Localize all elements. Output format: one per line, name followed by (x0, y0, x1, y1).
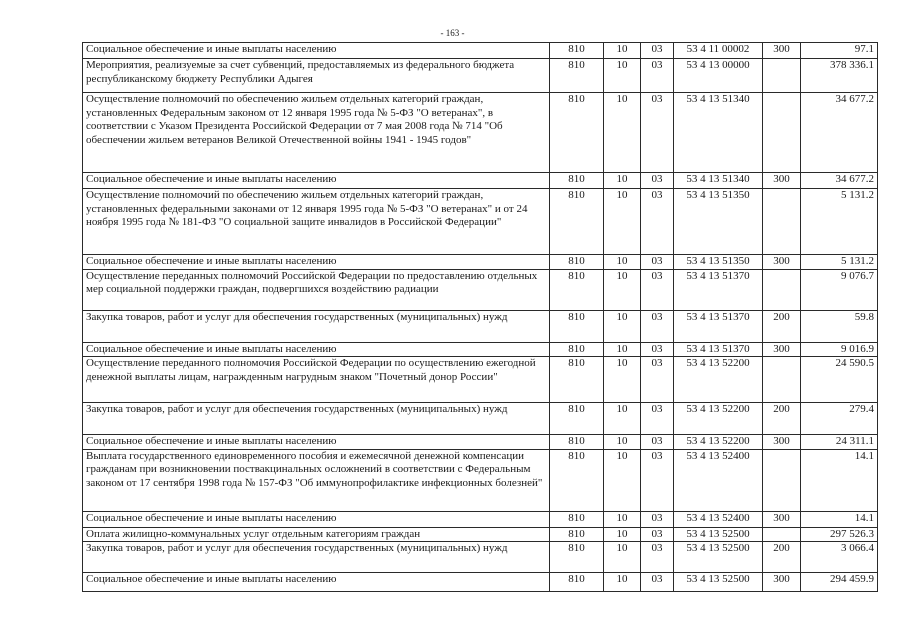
table-row (83, 342, 878, 357)
target-item-code-cell: 53 4 13 51350 (674, 255, 763, 270)
section-code-cell: 10 (604, 255, 641, 270)
ministry-code-cell: 810 (550, 449, 604, 511)
target-item-code-cell: 53 4 13 51340 (674, 93, 763, 173)
section-code-cell: 10 (604, 435, 641, 450)
item-name-cell: Оплата жилищно-коммунальных услуг отдельным категориям граждан (83, 527, 550, 542)
expense-type-code-cell: 300 (763, 173, 801, 189)
expense-type-code-cell: 200 (763, 310, 801, 342)
subsection-code-cell: 03 (641, 342, 674, 357)
section-code-cell: 10 (604, 573, 641, 592)
expense-type-code-cell (763, 189, 801, 255)
table-row (83, 59, 878, 93)
section-code-cell: 10 (604, 310, 641, 342)
item-name-cell: Социальное обеспечение и иные выплаты населению (83, 43, 550, 59)
expense-type-code-cell (763, 527, 801, 542)
subsection-code-cell: 03 (641, 449, 674, 511)
subsection-code-cell: 03 (641, 357, 674, 403)
ministry-code-cell: 810 (550, 93, 604, 173)
amount-cell: 97.1 (801, 43, 878, 59)
ministry-code-cell: 810 (550, 310, 604, 342)
section-code-cell: 10 (604, 449, 641, 511)
amount-cell: 5 131.2 (801, 255, 878, 270)
ministry-code-cell: 810 (550, 542, 604, 573)
target-item-code-cell: 53 4 11 00002 (674, 43, 763, 59)
expense-type-code-cell (763, 357, 801, 403)
section-code-cell: 10 (604, 527, 641, 542)
amount-cell: 279.4 (801, 403, 878, 435)
target-item-code-cell: 53 4 13 51370 (674, 342, 763, 357)
expense-type-code-cell: 300 (763, 342, 801, 357)
subsection-code-cell: 03 (641, 173, 674, 189)
item-name-cell: Закупка товаров, работ и услуг для обеспечения государственных (муниципальных) нужд (83, 542, 550, 573)
amount-cell: 378 336.1 (801, 59, 878, 93)
table-row (83, 93, 878, 173)
ministry-code-cell: 810 (550, 342, 604, 357)
page-number: - 163 - (440, 28, 465, 38)
target-item-code-cell: 53 4 13 52500 (674, 573, 763, 592)
item-name-cell: Социальное обеспечение и иные выплаты населению (83, 255, 550, 270)
amount-cell: 24 311.1 (801, 435, 878, 450)
item-name-cell: Осуществление полномочий по обеспечению жильем отдельных категорий граждан, установленных Федеральным законом от 12 января 1995 года № 5-ФЗ "О ветеранах", в соответствии с Указом Президента Российской Федерации от 7 мая 2008 года № 714 "Об обеспечении жильем ветеранов Великой Отечественной войны 1941 - 1945 годов" (83, 93, 550, 173)
target-item-code-cell: 53 4 13 52200 (674, 403, 763, 435)
item-name-cell: Закупка товаров, работ и услуг для обеспечения государственных (муниципальных) нужд (83, 310, 550, 342)
amount-cell: 5 131.2 (801, 189, 878, 255)
subsection-code-cell: 03 (641, 59, 674, 93)
ministry-code-cell: 810 (550, 269, 604, 310)
expense-type-code-cell (763, 449, 801, 511)
target-item-code-cell: 53 4 13 51370 (674, 310, 763, 342)
table-row (83, 173, 878, 189)
subsection-code-cell: 03 (641, 403, 674, 435)
ministry-code-cell: 810 (550, 255, 604, 270)
ministry-code-cell: 810 (550, 511, 604, 527)
item-name-cell: Осуществление переданного полномочия Российской Федерации по осуществлению ежегодной денежной выплаты лицам, награжденным нагрудным знаком "Почетный донор России" (83, 357, 550, 403)
amount-cell: 9 016.9 (801, 342, 878, 357)
item-name-cell: Социальное обеспечение и иные выплаты населению (83, 342, 550, 357)
table-row (83, 255, 878, 270)
target-item-code-cell: 53 4 13 52200 (674, 435, 763, 450)
table-row (83, 403, 878, 435)
expense-type-code-cell: 300 (763, 435, 801, 450)
expense-type-code-cell: 200 (763, 542, 801, 573)
table-body (83, 43, 878, 592)
target-item-code-cell: 53 4 13 52200 (674, 357, 763, 403)
table-row (83, 573, 878, 592)
table-row (83, 527, 878, 542)
target-item-code-cell: 53 4 13 51340 (674, 173, 763, 189)
item-name-cell: Закупка товаров, работ и услуг для обеспечения государственных (муниципальных) нужд (83, 403, 550, 435)
item-name-cell: Социальное обеспечение и иные выплаты населению (83, 511, 550, 527)
expense-type-code-cell: 300 (763, 511, 801, 527)
amount-cell: 59.8 (801, 310, 878, 342)
subsection-code-cell: 03 (641, 573, 674, 592)
table-row (83, 43, 878, 59)
target-item-code-cell: 53 4 13 51350 (674, 189, 763, 255)
section-code-cell: 10 (604, 542, 641, 573)
subsection-code-cell: 03 (641, 93, 674, 173)
subsection-code-cell: 03 (641, 310, 674, 342)
expense-type-code-cell: 300 (763, 255, 801, 270)
amount-cell: 14.1 (801, 511, 878, 527)
amount-cell: 294 459.9 (801, 573, 878, 592)
table-row (83, 310, 878, 342)
section-code-cell: 10 (604, 59, 641, 93)
section-code-cell: 10 (604, 93, 641, 173)
ministry-code-cell: 810 (550, 435, 604, 450)
expense-type-code-cell: 200 (763, 403, 801, 435)
table-row (83, 269, 878, 310)
subsection-code-cell: 03 (641, 511, 674, 527)
target-item-code-cell: 53 4 13 51370 (674, 269, 763, 310)
table-row (83, 357, 878, 403)
section-code-cell: 10 (604, 173, 641, 189)
ministry-code-cell: 810 (550, 189, 604, 255)
ministry-code-cell: 810 (550, 173, 604, 189)
expense-type-code-cell: 300 (763, 43, 801, 59)
ministry-code-cell: 810 (550, 59, 604, 93)
subsection-code-cell: 03 (641, 255, 674, 270)
target-item-code-cell: 53 4 13 00000 (674, 59, 763, 93)
expense-type-code-cell (763, 59, 801, 93)
amount-cell: 34 677.2 (801, 93, 878, 173)
budget-table (82, 42, 878, 592)
subsection-code-cell: 03 (641, 189, 674, 255)
ministry-code-cell: 810 (550, 573, 604, 592)
table-row (83, 189, 878, 255)
target-item-code-cell: 53 4 13 52500 (674, 527, 763, 542)
table-row (83, 435, 878, 450)
ministry-code-cell: 810 (550, 43, 604, 59)
ministry-code-cell: 810 (550, 403, 604, 435)
section-code-cell: 10 (604, 511, 641, 527)
section-code-cell: 10 (604, 269, 641, 310)
expense-type-code-cell: 300 (763, 573, 801, 592)
item-name-cell: Социальное обеспечение и иные выплаты населению (83, 573, 550, 592)
section-code-cell: 10 (604, 403, 641, 435)
section-code-cell: 10 (604, 342, 641, 357)
subsection-code-cell: 03 (641, 43, 674, 59)
subsection-code-cell: 03 (641, 435, 674, 450)
target-item-code-cell: 53 4 13 52400 (674, 511, 763, 527)
item-name-cell: Осуществление переданных полномочий Российской Федерации по предоставлению отдельных мер социальной поддержки граждан, подвергшихся воздействию радиации (83, 269, 550, 310)
amount-cell: 24 590.5 (801, 357, 878, 403)
ministry-code-cell: 810 (550, 357, 604, 403)
amount-cell: 14.1 (801, 449, 878, 511)
item-name-cell: Выплата государственного единовременного пособия и ежемесячной денежной компенсации гражданам при возникновении поствакцинальных осложнений в соответствии с Федеральным законом от 17 сентября 1998 года № 157-ФЗ "Об иммунопрофилактике инфекционных болезней" (83, 449, 550, 511)
section-code-cell: 10 (604, 357, 641, 403)
subsection-code-cell: 03 (641, 542, 674, 573)
item-name-cell: Осуществление полномочий по обеспечению жильем отдельных категорий граждан, установленных федеральными законами от 12 января 1995 года № 5-ФЗ "О ветеранах" и от 24 ноября 1995 года № 181-ФЗ "О социальной защите инвалидов в Российской Федерации" (83, 189, 550, 255)
target-item-code-cell: 53 4 13 52500 (674, 542, 763, 573)
subsection-code-cell: 03 (641, 269, 674, 310)
item-name-cell: Мероприятия, реализуемые за счет субвенций, предоставляемых из федерального бюджета республиканскому бюджету Республики Адыгея (83, 59, 550, 93)
table-row (83, 542, 878, 573)
amount-cell: 34 677.2 (801, 173, 878, 189)
target-item-code-cell: 53 4 13 52400 (674, 449, 763, 511)
table-row (83, 449, 878, 511)
ministry-code-cell: 810 (550, 527, 604, 542)
section-code-cell: 10 (604, 43, 641, 59)
subsection-code-cell: 03 (641, 527, 674, 542)
amount-cell: 9 076.7 (801, 269, 878, 310)
amount-cell: 3 066.4 (801, 542, 878, 573)
table-row (83, 511, 878, 527)
expense-type-code-cell (763, 269, 801, 310)
item-name-cell: Социальное обеспечение и иные выплаты населению (83, 435, 550, 450)
amount-cell: 297 526.3 (801, 527, 878, 542)
item-name-cell: Социальное обеспечение и иные выплаты населению (83, 173, 550, 189)
section-code-cell: 10 (604, 189, 641, 255)
expense-type-code-cell (763, 93, 801, 173)
